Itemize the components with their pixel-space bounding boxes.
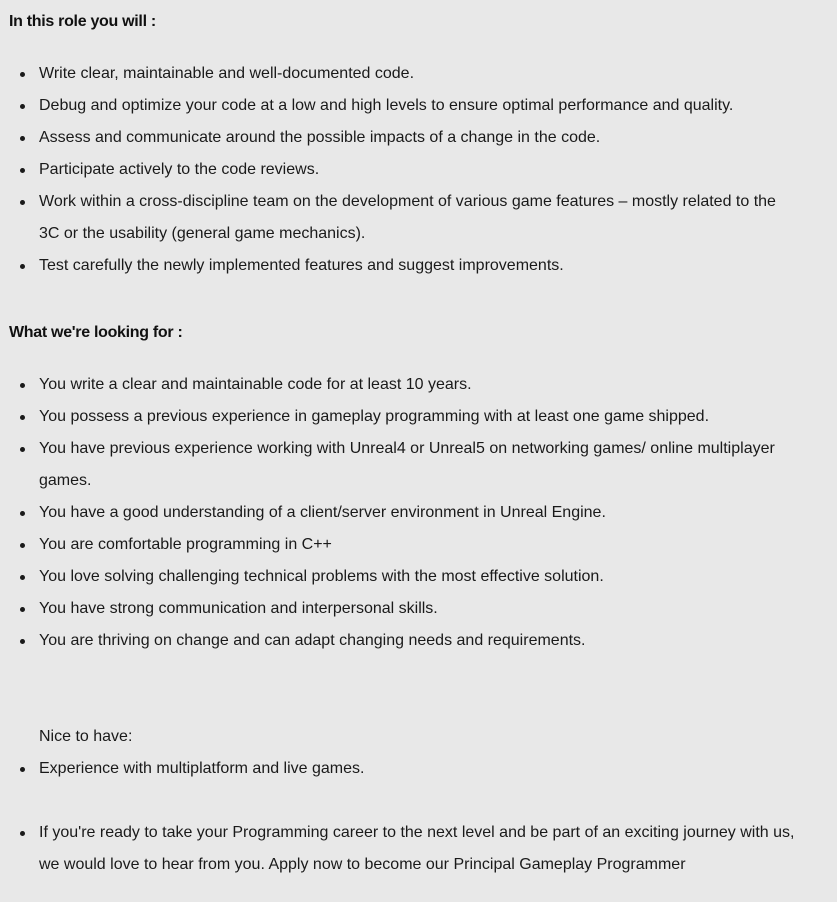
role-list — [0, 58, 837, 282]
list-item: If you're ready to take your Programming career to the next level and be part of an exciting journey with us, we would love to hear from you. Apply now to become our Principal Gameplay Programmer — [0, 817, 837, 881]
list-item: You write a clear and maintainable code for at least 10 years. — [0, 369, 837, 401]
looking-for-heading: What we're looking for : — [9, 324, 183, 341]
list-item: Test carefully the newly implemented features and suggest improvements. — [0, 250, 837, 282]
nice-to-have-list — [0, 753, 837, 785]
looking-for-list — [0, 369, 837, 657]
closing-list — [0, 817, 837, 881]
list-item: You have previous experience working with Unreal4 or Unreal5 on networking games/ online multiplayer games. — [0, 433, 837, 497]
list-item: You possess a previous experience in gameplay programming with at least one game shipped. — [0, 401, 837, 433]
nice-to-have-label: Nice to have: — [39, 728, 133, 745]
list-item: Work within a cross-discipline team on the development of various game features – mostly related to the 3C or the usability (general game mechanics). — [0, 186, 837, 250]
list-item: Assess and communicate around the possible impacts of a change in the code. — [0, 122, 837, 154]
list-item: Participate actively to the code reviews. — [0, 154, 837, 186]
list-item: You have strong communication and interpersonal skills. — [0, 593, 837, 625]
list-item: Experience with multiplatform and live games. — [0, 753, 837, 785]
list-item: You love solving challenging technical problems with the most effective solution. — [0, 561, 837, 593]
list-item: Write clear, maintainable and well-documented code. — [0, 58, 837, 90]
role-heading: In this role you will : — [9, 13, 156, 30]
list-item: Debug and optimize your code at a low and high levels to ensure optimal performance and quality. — [0, 90, 837, 122]
list-item: You are comfortable programming in C++ — [0, 529, 837, 561]
list-item: You are thriving on change and can adapt changing needs and requirements. — [0, 625, 837, 657]
list-item: You have a good understanding of a client/server environment in Unreal Engine. — [0, 497, 837, 529]
